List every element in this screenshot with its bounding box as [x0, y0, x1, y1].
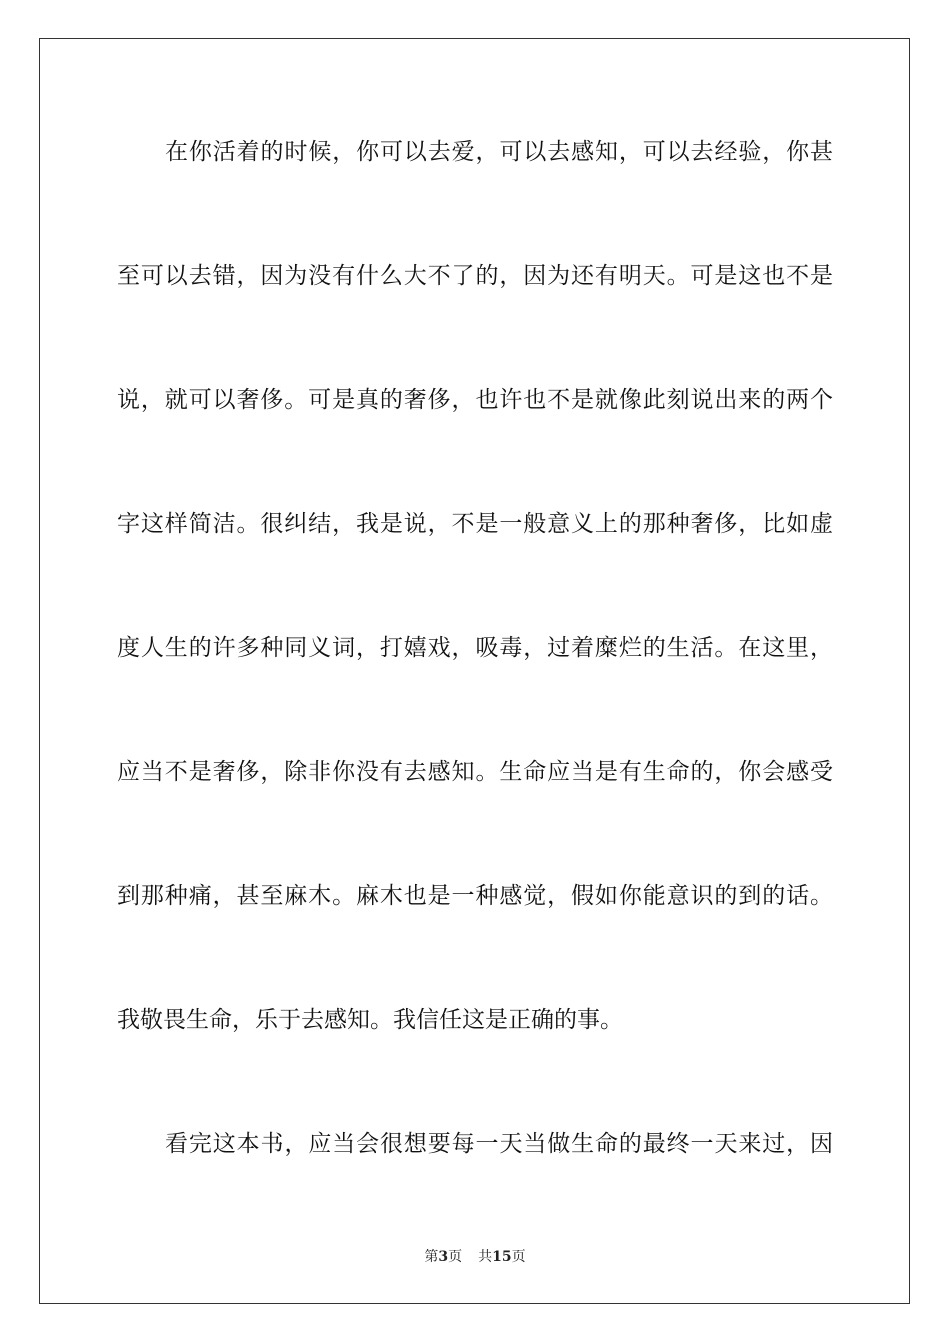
page-frame — [39, 38, 910, 1304]
page-suffix: 页 — [448, 1249, 463, 1265]
total-suffix: 页 — [511, 1249, 526, 1265]
paragraph-line: 至可以去错，因为没有什么大不了的，因为还有明天。可是这也不是 — [117, 263, 833, 289]
page-prefix: 第 — [424, 1249, 439, 1265]
paragraph-line: 看完这本书，应当会很想要每一天当做生命的最终一天来过，因 — [165, 1131, 833, 1157]
paragraph-line: 度人生的许多种同义词，打嬉戏，吸毒，过着糜烂的生活。在这里， — [117, 635, 833, 661]
page-current: 3 — [438, 1249, 449, 1265]
paragraph-line: 在你活着的时候，你可以去爱，可以去感知，可以去经验，你甚 — [165, 139, 833, 165]
page-footer — [0, 1248, 950, 1266]
paragraph-line: 我敬畏生命，乐于去感知。我信任这是正确的事。 — [117, 1007, 623, 1033]
paragraph-line: 字这样简洁。很纠结，我是说，不是一般意义上的那种奢侈，比如虚 — [117, 511, 833, 537]
paragraph-line: 应当不是奢侈，除非你没有去感知。生命应当是有生命的，你会感受 — [117, 759, 833, 785]
paragraph-line: 说，就可以奢侈。可是真的奢侈，也许也不是就像此刻说出来的两个 — [117, 387, 833, 413]
page-total: 15 — [492, 1249, 512, 1265]
paragraph-line: 到那种痛，甚至麻木。麻木也是一种感觉，假如你能意识的到的话。 — [117, 883, 833, 909]
total-prefix: 共 — [478, 1249, 493, 1265]
